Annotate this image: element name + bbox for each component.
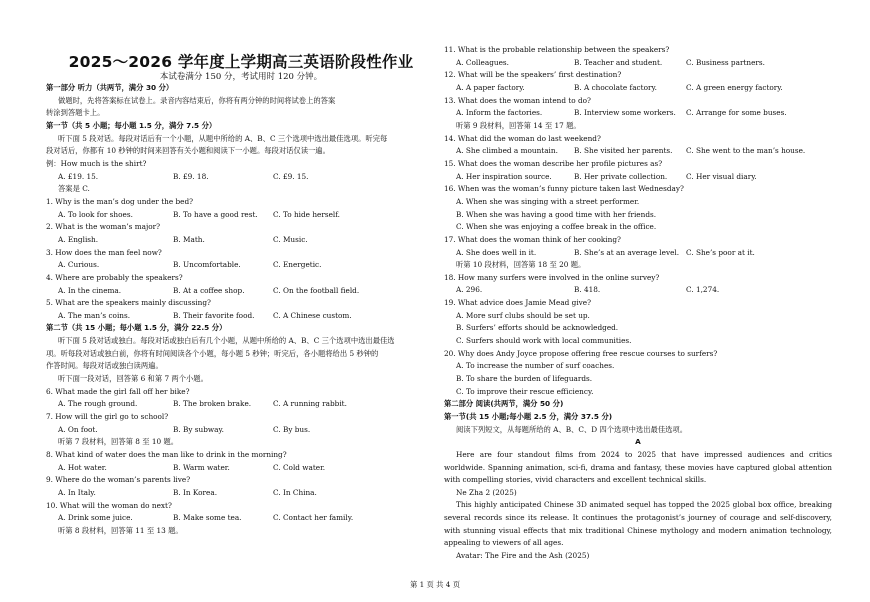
film-title-2: Avatar: The Fire and the Ash (2025) [456,550,590,560]
question-2: 2. What is the woman’s major? [46,222,161,232]
option-b: B. Their favorite food. [173,310,255,320]
option-c: C. A green energy factory. [686,82,783,92]
option-a: A. To look for shoes. [58,209,133,219]
question-14: 14. What did the woman do last weekend? [444,133,601,143]
option-b: B. Surfers’ efforts should be acknowledged. [456,323,619,333]
section2-intro-line4: 听下面一段对话，回答第 6 和第 7 两个小题。 [58,374,208,384]
passage-paragraph-1: Here are four standout films from 2024 to 2025 that have impressed audiences and critics worldwide. Spanning animation, sci-fi, drama and fantasy, these movies have captured global attention with compelling stories, vivid characters and excellent technical skills. [444,450,832,485]
option-c: C. Contact her family. [273,513,354,523]
option-c: C. When she was enjoying a coffee break in the office. [456,222,657,232]
option-a: A. Inform the factories. [456,108,543,118]
option-c: C. To improve their rescue efficiency. [456,386,594,396]
option-a: A. Colleagues. [456,57,509,67]
option-a: A. More surf clubs should be set up. [456,310,590,320]
option-a: A. Hot water. [58,462,107,472]
question-6-options [46,398,436,411]
question-19: 19. What advice does Jamie Mead give? [444,298,592,308]
part1-intro-line1: 做题时，先将答案标在试卷上。录音内容结束后，你将有两分钟的时间将试卷上的答案 [58,95,336,105]
option-a: A. The rough ground. [58,399,138,409]
option-b: B. Interview some workers. [574,108,676,118]
option-a: A. 296. [456,285,483,295]
option-c: C. To hide herself. [273,209,340,219]
option-b: B. At a coffee shop. [173,285,245,295]
option-b: B. £9. 18. [173,171,209,181]
option-b: B. She’s at an average level. [574,247,680,257]
question-1-options [46,209,436,222]
option-c: C. On the football field. [273,285,360,295]
option-c: C. Arrange for some buses. [686,108,787,118]
option-a: A. The man’s coins. [58,310,131,320]
part1-heading: 第一部分 听力（共两节，满分 30 分） [46,83,174,92]
question-6: 6. What made the girl fall off her bike? [46,386,190,396]
question-2-options [46,234,436,247]
question-15: 15. What does the woman describe her profile pictures as? [444,158,663,168]
option-b: B. Math. [173,234,205,244]
material-9-note: 听第 9 段材料，回答第 14 至 17 题。 [456,120,581,130]
option-c: C. In China. [273,488,317,497]
option-b: B. In Korea. [173,488,218,497]
option-a: A. In the cinema. [58,285,122,295]
example-question: 例：How much is the shirt? [46,158,147,168]
question-12-options [444,82,832,95]
question-7-options [46,424,436,437]
question-9: 9. Where do the woman’s parents live? [46,475,191,485]
question-9-options [46,487,436,500]
left-column [46,82,436,538]
example-options [46,171,436,184]
section2-intro-line3: 作答时间。每段对话或独白读两遍。 [46,361,163,371]
question-17: 17. What does the woman think of her cooking? [444,234,621,244]
section1-intro-line2: 段对话后，你都有 10 秒钟的时间来回答有关小题和阅读下一小题。每段对话仅读一遍。 [46,146,330,156]
right-column [444,44,832,562]
option-b: B. Her private collection. [574,171,668,181]
option-b: B. To share the burden of lifeguards. [456,374,593,384]
part2-section1-heading: 第一节(共 15 小题;每小题 2.5 分，满分 37.5 分) [444,412,613,422]
option-b: B. She visited her parents. [574,146,673,156]
option-b: B. Make some tea. [173,513,242,523]
option-a: A. On foot. [58,424,98,434]
option-c: C. £9. 15. [273,171,309,181]
option-c: C. Her visual diary. [686,171,757,181]
option-a: A. In Italy. [58,488,96,497]
question-17-options [444,247,832,260]
option-b: B. To have a good rest. [173,209,258,219]
section1-intro-line1: 听下面 5 段对话。每段对话后有一个小题，从题中所给的 A、B、C 三个选项中选出最佳选项。听完每 [58,133,388,143]
part2-intro: 阅读下列短文，从每题所给的 A、B、C、D 四个选项中选出最佳选项。 [456,424,688,434]
option-b: B. Warm water. [173,462,230,472]
question-1: 1. Why is the man’s dog under the bed? [46,196,194,206]
option-c: C. Energetic. [273,260,322,270]
material-7-note: 听第 7 段材料，回答第 8 至 10 题。 [58,437,179,447]
option-a: A. Drink some juice. [58,513,133,523]
option-c: C. By bus. [273,424,311,434]
option-a: A. Her inspiration source. [456,171,552,181]
section2-intro-line1: 听下面 5 段对话或独白。每段对话或独白后有几个小题，从题中所给的 A、B、C 三个选项中选出最佳选 [58,336,395,346]
option-a: A. She does well in it. [456,247,537,257]
question-13: 13. What does the woman intend to do? [444,95,591,105]
option-a: A. She climbed a mountain. [456,146,558,156]
option-a: A. Curious. [58,260,100,270]
option-c: C. Music. [273,234,308,244]
option-b: B. By subway. [173,424,224,434]
option-b: B. When she was having a good time with her friends. [456,209,657,219]
option-a: A. To increase the number of surf coaches. [456,361,615,371]
question-11: 11. What is the probable relationship between the speakers? [444,45,670,54]
part2-heading: 第二部分 阅读(共两节，满分 50 分) [444,399,564,409]
question-7: 7. How will the girl go to school? [46,412,169,422]
passage-paragraph-2: This highly anticipated Chinese 3D animated sequel has topped the 2025 global box office, breaking several records since its release. It continues the protagonist’s journey of courage and self-discovery, with stunning visual effects that mix traditional Chinese mythology and modern animation technology, appealing to viewers of all ages. [444,500,832,548]
question-5: 5. What are the speakers mainly discussing? [46,298,211,308]
section2-heading: 第二节（共 15 小题；每小题 1.5 分，满分 22.5 分） [46,323,227,333]
question-3-options [46,259,436,272]
question-4-options [46,285,436,298]
option-a: A. £19. 15. [58,171,99,181]
option-b: B. Teacher and student. [574,57,663,67]
option-c: C. 1,274. [686,285,720,295]
option-c: C. She’s poor at it. [686,247,755,257]
question-5-options [46,310,436,323]
page-footer: 第 1 页 共 4 页 [409,580,461,589]
option-c: C. She went to the man’s house. [686,146,806,156]
option-a: A. When she was singing with a street performer. [456,196,640,206]
question-10-options [46,512,436,525]
option-a: A. English. [58,234,99,244]
part1-intro-line2: 转涂到答题卡上。 [46,108,105,118]
question-14-options [444,145,832,158]
option-b: B. 418. [574,285,601,295]
material-10-note: 听第 10 段材料，回答第 18 至 20 题。 [456,260,586,270]
question-15-options [444,171,832,184]
material-8-note: 听第 8 段材料，回答第 11 至 13 题。 [58,525,183,535]
question-10: 10. What will the woman do next? [46,500,172,510]
option-c: C. Business partners. [686,57,765,67]
option-b: B. The broken brake. [173,399,252,409]
option-c: C. Cold water. [273,462,326,472]
example-answer: 答案是 C. [58,184,90,194]
option-c: C. A Chinese custom. [273,310,352,320]
option-a: A. A paper factory. [456,82,525,92]
question-3: 3. How does the man feel now? [46,247,162,257]
question-4: 4. Where are probably the speakers? [46,272,183,282]
film-title-1: Ne Zha 2 (2025) [456,487,517,497]
option-b: B. A chocolate factory. [574,82,657,92]
question-18: 18. How many surfers were involved in the online survey? [444,272,660,282]
section2-intro-line2: 项。听每段对话或独白前，你将有时间阅读各个小题，每小题 5 秒钟；听完后，各小题将给出 5 秒钟的 [46,348,379,358]
section1-heading: 第一节（共 5 小题；每小题 1.5 分，满分 7.5 分） [46,120,217,130]
passage-letter: A [635,437,641,447]
question-11-options [444,57,832,70]
question-18-options [444,284,832,297]
question-8-options [46,462,436,475]
option-b: B. Uncomfortable. [173,260,241,270]
page-subtitle: 本试卷满分 150 分，考试用时 120 分钟。 [159,72,323,82]
question-12: 12. What will be the speakers’ first destination? [444,70,622,80]
question-16: 16. When was the woman’s funny picture taken last Wednesday? [444,184,684,194]
question-20: 20. Why does Andy Joyce propose offering free rescue courses to surfers? [444,348,718,358]
page-title: 2025～2026 学年度上学期高三英语阶段性作业 [68,53,414,71]
option-c: C. Surfers should work with local communities. [456,336,632,346]
question-13-options [444,107,832,120]
option-c: C. A running rabbit. [273,399,347,409]
question-8: 8. What kind of water does the man like to drink in the morning? [46,450,287,460]
